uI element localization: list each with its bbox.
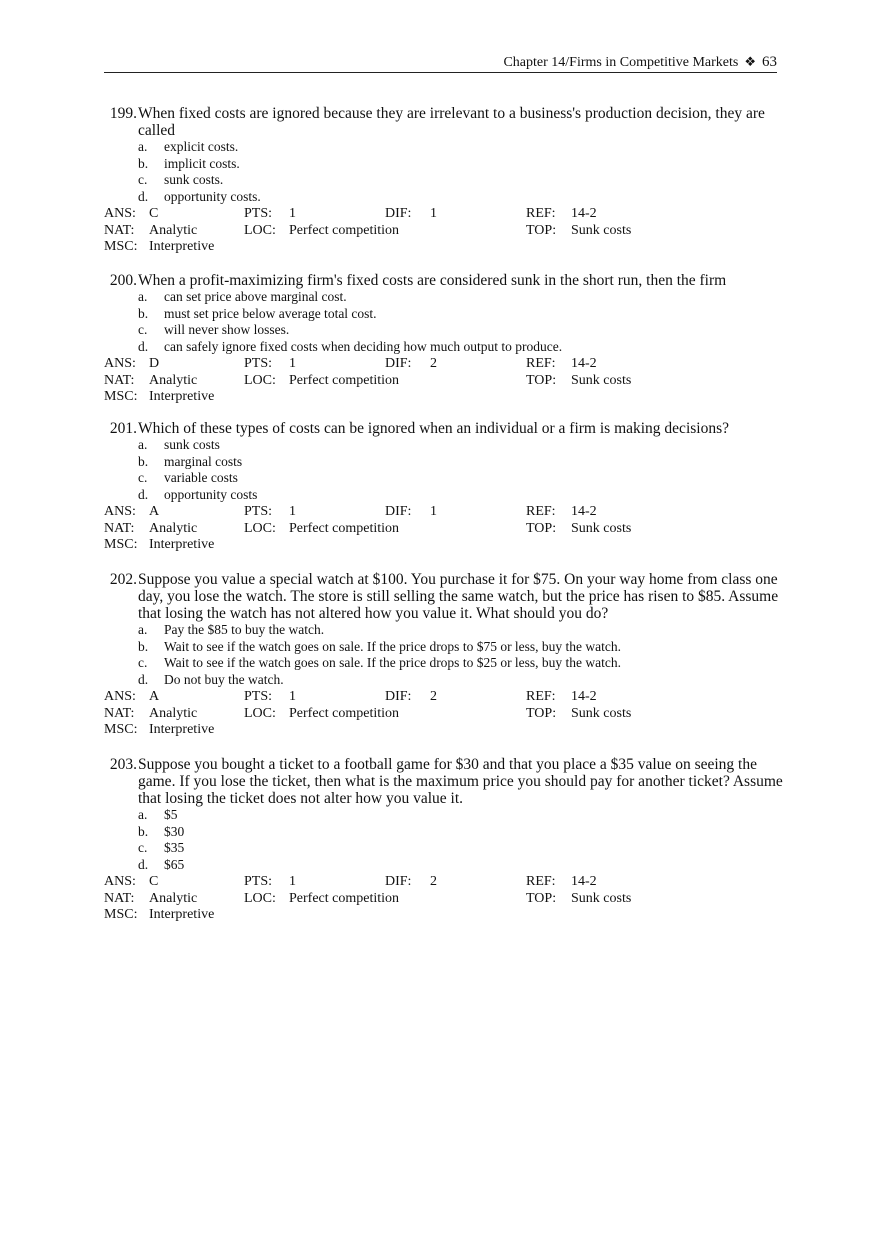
- question-text: When fixed costs are ignored because they are irrelevant to a business's production decision, they are called: [138, 105, 765, 139]
- question-number: 199.: [109, 105, 137, 122]
- question-text: Which of these types of costs can be ignored when an individual or a firm is making decisions?: [138, 420, 729, 437]
- nature-meta-row: NAT: Analytic LOC: Perfect competition TOP: Sunk costs: [104, 520, 632, 536]
- diamond-separator-icon: ❖: [744, 54, 756, 69]
- nature-meta-row: NAT: Analytic LOC: Perfect competition TOP: Sunk costs: [104, 372, 632, 388]
- question-stem: [104, 272, 784, 289]
- answer-meta-row: ANS: A PTS: 1 DIF: 1 REF: 14-2: [104, 503, 597, 519]
- question-203: [104, 756, 784, 924]
- choice-d: d. can safely ignore fixed costs when deciding how much output to produce.: [138, 339, 563, 355]
- msc-meta-row: MSC: Interpretive: [104, 722, 215, 738]
- nature-meta-row: NAT: Analytic LOC: Perfect competition TOP: Sunk costs: [104, 705, 632, 721]
- choice-c: c. will never show losses.: [138, 322, 290, 338]
- choice-d: d. opportunity costs.: [138, 189, 261, 205]
- question-stem: [104, 756, 784, 807]
- answer-value: D: [149, 355, 160, 371]
- question-number: 202.: [109, 571, 137, 588]
- choice-b: b. implicit costs.: [138, 155, 240, 171]
- nature-meta-row: NAT: Analytic LOC: Perfect competition TOP: Sunk costs: [104, 222, 632, 238]
- choice-d: d. $65: [138, 857, 185, 873]
- question-text: Suppose you value a special watch at $100. You purchase it for $75. On your way home from class one day, you lose the watch. The store is still selling the same watch, but the price has risen to $85. Assume that losing the watch has not altered how you value it. What should you do?: [138, 571, 779, 622]
- question-201: [104, 420, 784, 554]
- choice-list: [104, 289, 784, 356]
- choice-d: d. opportunity costs: [138, 487, 258, 503]
- answer-meta-row: ANS: A PTS: 1 DIF: 2 REF: 14-2: [104, 688, 597, 704]
- question-199: [104, 105, 784, 256]
- answer-meta-row: ANS: C PTS: 1 DIF: 1 REF: 14-2: [104, 205, 597, 221]
- choice-a: a. Pay the $85 to buy the watch.: [138, 622, 325, 637]
- choice-b: b. $30: [138, 823, 185, 839]
- choice-b: b. must set price below average total cost.: [138, 305, 377, 321]
- choice-c: c. variable costs: [138, 470, 238, 486]
- choice-a: a. sunk costs: [138, 437, 220, 452]
- choice-list: [104, 807, 784, 874]
- question-stem: [104, 105, 784, 139]
- choice-a: a. explicit costs.: [138, 139, 239, 154]
- question-number: 200.: [109, 272, 137, 289]
- question-text: When a profit-maximizing firm's fixed costs are considered sunk in the short run, then the firm: [138, 272, 727, 289]
- question-stem: [104, 571, 784, 622]
- page-header: [104, 52, 777, 73]
- choice-d: d. Do not buy the watch.: [138, 672, 284, 688]
- answer-value: A: [149, 503, 160, 519]
- chapter-title: Chapter 14/Firms in Competitive Markets: [503, 55, 739, 70]
- choice-list: [104, 437, 784, 504]
- msc-meta-row: MSC: Interpretive: [104, 239, 215, 255]
- question-number: 203.: [109, 756, 137, 773]
- nature-meta-row: NAT: Analytic LOC: Perfect competition TOP: Sunk costs: [104, 890, 632, 906]
- answer-value: C: [149, 873, 159, 889]
- choice-b: b. marginal costs: [138, 453, 243, 469]
- question-stem: [104, 420, 784, 437]
- answer-meta-row: ANS: D PTS: 1 DIF: 2 REF: 14-2: [104, 355, 597, 371]
- choice-c: c. $35: [138, 840, 185, 856]
- choice-c: c. sunk costs.: [138, 172, 224, 188]
- question-text: Suppose you bought a ticket to a football game for $30 and that you place a $35 value on seeing the game. If you lose the ticket, then what is the maximum price you should pay for another ticket? Assume that losing the ticket does not alter how you value it.: [138, 756, 783, 807]
- msc-meta-row: MSC: Interpretive: [104, 389, 215, 405]
- question-number: 201.: [109, 420, 137, 437]
- choice-list: [104, 139, 784, 206]
- msc-meta-row: MSC: Interpretive: [104, 907, 215, 923]
- answer-meta-row: ANS: C PTS: 1 DIF: 2 REF: 14-2: [104, 873, 597, 889]
- answer-value: C: [149, 205, 159, 221]
- choice-list: [104, 622, 784, 689]
- question-202: [104, 571, 784, 739]
- page-number: 63: [762, 54, 777, 70]
- msc-meta-row: MSC: Interpretive: [104, 537, 215, 553]
- choice-b: b. Wait to see if the watch goes on sale. If the price drops to $75 or less, buy the watch.: [138, 638, 622, 654]
- choice-a: a. $5: [138, 807, 178, 822]
- choice-c: c. Wait to see if the watch goes on sale. If the price drops to $25 or less, buy the watch.: [138, 655, 622, 671]
- answer-value: A: [149, 688, 160, 704]
- choice-a: a. can set price above marginal cost.: [138, 289, 347, 304]
- question-200: [104, 272, 784, 406]
